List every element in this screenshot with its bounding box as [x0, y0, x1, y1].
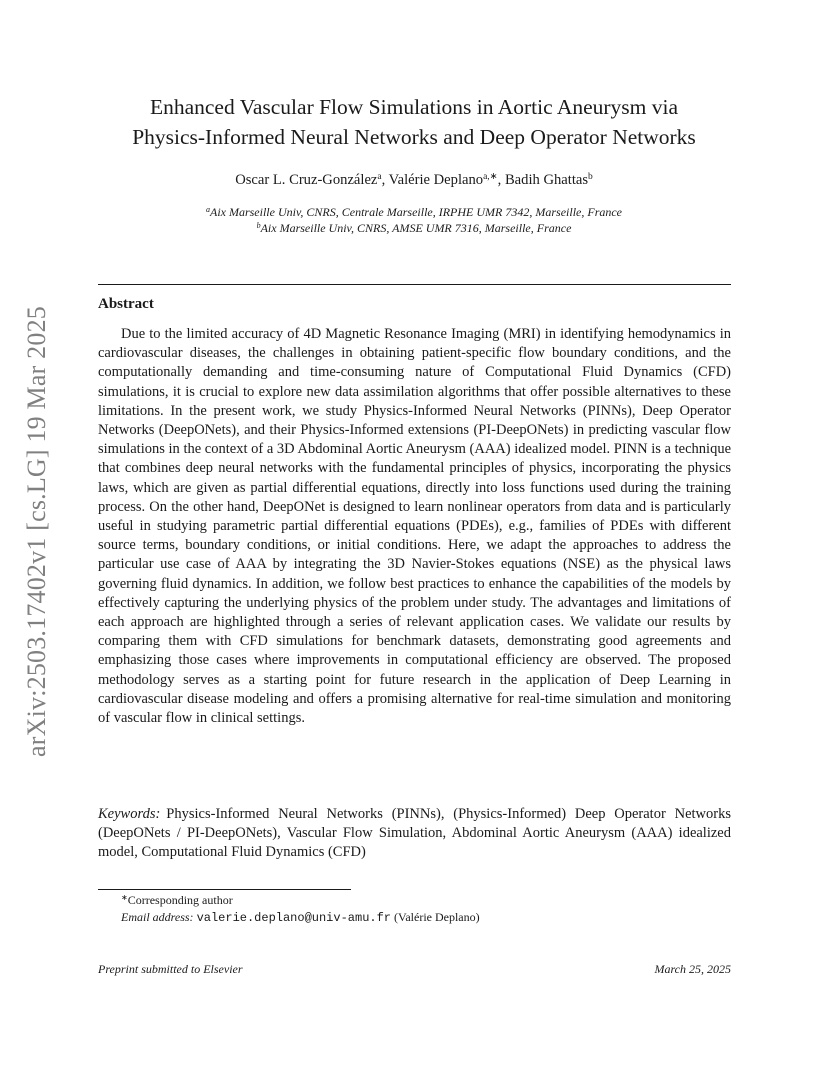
keywords: [98, 805, 731, 863]
author-affiliation-mark: a: [377, 172, 382, 182]
email-owner: (Valérie Deplano): [394, 910, 480, 924]
footnote-mark: ∗: [121, 893, 128, 902]
footer-preprint-note: Preprint submitted to Elsevier: [98, 962, 243, 976]
author-affiliation-mark: b: [588, 172, 593, 182]
keywords-label: Keywords:: [98, 806, 161, 822]
footer-date: March 25, 2025: [654, 962, 731, 976]
footnote-rule: [98, 889, 351, 890]
header-rule: [98, 284, 731, 285]
footnote-email: [98, 909, 731, 927]
abstract-text: Due to the limited accuracy of 4D Magnetic Resonance Imaging (MRI) in identifying hemodynamics in cardiovascular diseases, the challenges in obtaining patient-specific flow boundary conditions, and the computationally demanding and time-consuming nature of Computational Fluid Dynamics (CFD) simulations, it is crucial to explore new data assimilation algorithms that offer possible alternatives to these limitations. In the present work, we study Physics-Informed Neural Networks (PINNs), Deep Operator Networks (DeepONets), and their Physics-Informed extensions (PI-DeepONets) in predicting vascular flow simulations in the context of a 3D Abdominal Aortic Aneurysm (AAA) idealized model. PINN is a technique that combines deep neural networks with the fundamental principles of physics, incorporating the physics laws, which are given as partial differential equations, directly into loss functions used during the training process. On the other hand, DeepONet is designed to learn nonlinear operators from data and is particularly useful in studying parametric partial differential equations (PDEs), e.g., families of PDEs with different source terms, boundary conditions, or initial conditions. Here, we adapt the approaches to address the particular use case of AAA by integrating the 3D Navier-Stokes equations (NSE) as the physical laws governing fluid dynamics. In addition, we follow best practices to enhance the capabilities of the models by effectively capturing the underlying physics of the problem under study. The advantages and limitations of each approach are highlighted through a series of relevant application cases. We validate our results by comparing them with CFD simulations for benchmark datasets, demonstrating good agreements and emphasizing those cases where improvements in computational efficiency are observed. The proposed methodology serves as a starting point for future research in the application of Deep Learning in cardiovascular disease modeling and offers a promising alternative for real-time simulation and monitoring of vascular flow in clinical settings.: [98, 326, 731, 727]
affiliation-mark: b: [256, 221, 261, 230]
author-list: Oscar L. Cruz-González$^a$, Valérie Deplano$^{a,∗}$, Badih Ghattas$^b$: [235, 172, 593, 188]
author-name: Valérie Deplano: [388, 172, 484, 188]
arxiv-identifier: arXiv:2503.17402v1 [cs.LG] 19 Mar 2025: [22, 306, 51, 757]
affiliation-mark: a: [205, 205, 210, 214]
paper-title-line-1: Enhanced Vascular Flow Simulations in Aortic Aneurysm via: [149, 95, 679, 119]
email-label: Email address:: [121, 910, 194, 924]
affiliation: [90, 205, 738, 220]
footnote-corresponding: [98, 892, 731, 909]
abstract-heading: Abstract: [98, 296, 154, 312]
keywords-text: Physics-Informed Neural Networks (PINNs), (Physics-Informed) Deep Operator Networks (DeepONets / PI-DeepONets), Vascular Flow Simulation, Abdominal Aortic Aneurysm (AAA) idealized model, Computational Fluid Dynamics (CFD): [98, 806, 731, 861]
affiliation-text: Aix Marseille Univ, CNRS, AMSE UMR 7316, Marseille, France: [260, 221, 572, 235]
author-name: Oscar L. Cruz-González: [235, 172, 378, 188]
paper-title-line-2: Physics-Informed Neural Networks and Deep Operator Networks: [132, 125, 696, 149]
footnote-corresponding-text: Corresponding author: [127, 893, 233, 907]
affiliation-text: Aix Marseille Univ, CNRS, Centrale Marseille, IRPHE UMR 7342, Marseille, France: [209, 205, 623, 219]
affiliation: [90, 221, 738, 236]
author-affiliation-mark: a,∗: [483, 172, 498, 182]
email-address-link[interactable]: valerie.deplano@univ-amu.fr: [196, 911, 391, 925]
paper-title: [90, 92, 738, 152]
author-name: Badih Ghattas: [504, 172, 589, 188]
